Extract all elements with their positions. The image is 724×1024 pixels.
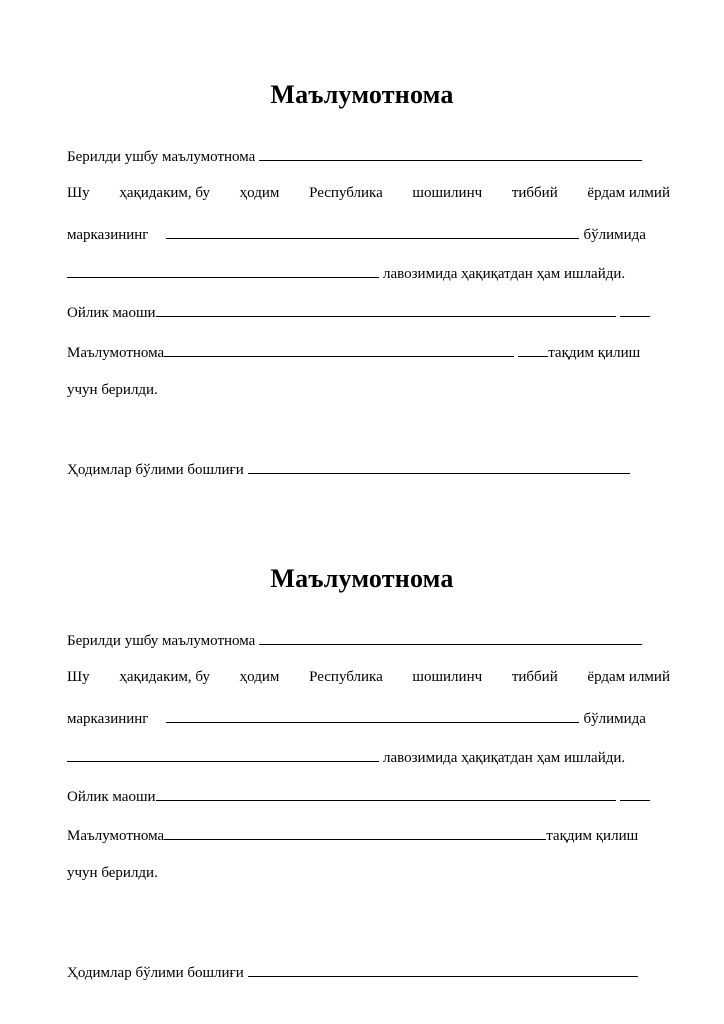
statement-word: шошилинч	[412, 669, 483, 685]
position-label: лавозимида ҳақиқатдан ҳам ишлайди.	[383, 266, 626, 282]
statement-word: тиббий	[511, 669, 558, 685]
purpose-field-extra[interactable]	[342, 825, 546, 840]
department-line	[67, 708, 646, 728]
purpose-line	[67, 825, 638, 845]
statement-word: тиббий	[511, 185, 558, 201]
position-field-1[interactable]	[67, 263, 185, 278]
signature-field[interactable]	[248, 459, 630, 474]
position-line	[67, 263, 625, 283]
certificate-title: Маълумотнома	[270, 564, 454, 593]
position-line	[67, 747, 625, 767]
recipient-name-field[interactable]	[259, 630, 642, 645]
signature-label: Ҳодимлар бўлими бошлиғи	[67, 462, 244, 478]
statement-line	[67, 669, 670, 686]
department-field[interactable]	[512, 708, 579, 723]
statement-word: ҳодим	[239, 185, 280, 201]
center-label: марказининг	[67, 711, 149, 727]
issued-label: Берилди ушбу маълумотнома	[67, 149, 256, 165]
purpose-field[interactable]	[164, 825, 342, 840]
purpose-suffix: тақдим қилиш	[548, 345, 641, 361]
signature-line	[67, 459, 630, 479]
salary-field-extra[interactable]	[620, 302, 650, 317]
statement-word: ёрдам илмий	[587, 185, 670, 201]
issued-line	[67, 146, 642, 166]
certificate-title: Маълумотнома	[270, 80, 454, 109]
closing-line: учун берилди.	[67, 865, 158, 881]
position-field-2[interactable]	[185, 263, 379, 278]
position-label: лавозимида ҳақиқатдан ҳам ишлайди.	[383, 750, 626, 766]
salary-field-extra[interactable]	[620, 786, 650, 801]
issued-label: Берилди ушбу маълумотнома	[67, 633, 256, 649]
purpose-field-extra[interactable]	[518, 342, 548, 357]
department-line	[67, 224, 646, 244]
position-field-2[interactable]	[185, 747, 379, 762]
department-label: бўлимида	[583, 227, 646, 243]
statement-word: ҳақидаким, бу	[119, 185, 210, 201]
closing-line: учун берилди.	[67, 382, 158, 398]
purpose-line	[67, 342, 640, 362]
signature-line	[67, 962, 638, 982]
statement-word: ҳақидаким, бу	[119, 669, 210, 685]
center-name-field[interactable]	[166, 708, 512, 723]
issued-line	[67, 630, 642, 650]
salary-line	[67, 786, 650, 806]
department-label: бўлимида	[583, 711, 646, 727]
center-name-field[interactable]	[166, 224, 512, 239]
center-label: марказининг	[67, 227, 149, 243]
statement-word: шошилинч	[412, 185, 483, 201]
salary-label: Ойлик маоши	[67, 789, 156, 805]
statement-word: ёрдам илмий	[587, 669, 670, 685]
salary-label: Ойлик маоши	[67, 305, 156, 321]
salary-field[interactable]	[156, 786, 616, 801]
statement-word: Шу	[67, 669, 90, 685]
purpose-label: Маълумотнома	[67, 345, 165, 361]
salary-field[interactable]	[156, 302, 616, 317]
purpose-label: Маълумотнома	[67, 828, 165, 844]
position-field-1[interactable]	[67, 747, 185, 762]
statement-word: Шу	[67, 185, 90, 201]
recipient-name-field[interactable]	[259, 146, 642, 161]
signature-field[interactable]	[248, 962, 638, 977]
signature-label: Ҳодимлар бўлими бошлиғи	[67, 965, 244, 981]
salary-line	[67, 302, 650, 322]
statement-line	[67, 185, 670, 202]
statement-word: ҳодим	[239, 669, 280, 685]
purpose-field[interactable]	[164, 342, 514, 357]
statement-word: Республика	[309, 185, 383, 201]
statement-word: Республика	[309, 669, 383, 685]
department-field[interactable]	[512, 224, 579, 239]
purpose-suffix: тақдим қилиш	[546, 828, 639, 844]
